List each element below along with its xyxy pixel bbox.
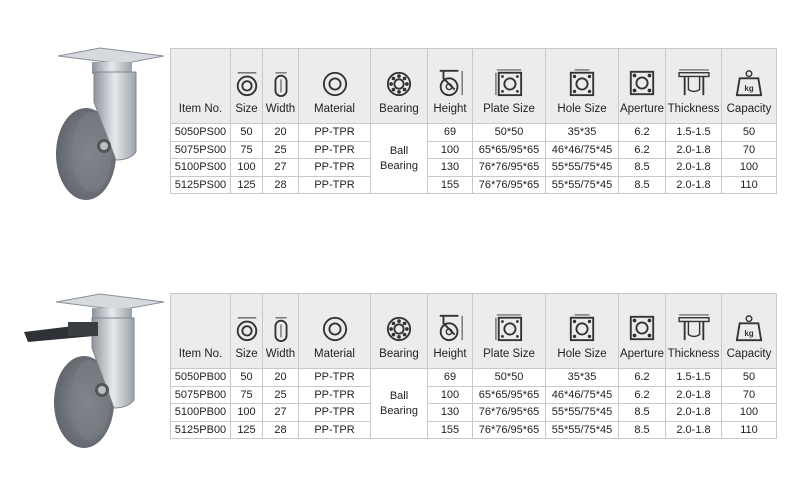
cell-size: 125 [231,176,263,194]
cell-capacity: 110 [722,421,777,439]
cell-width: 20 [263,124,299,142]
cell-thickness: 2.0-1.8 [666,159,722,177]
cell-height: 69 [428,369,473,387]
spec-table-swivel [170,48,777,194]
cell-thickness: 2.0-1.8 [666,176,722,194]
header-size: Size [231,49,263,124]
cell-size: 75 [231,141,263,159]
header-hole-size: Hole Size [546,49,619,124]
cell-plate: 65*65/95*65 [473,386,546,404]
thickness-icon [677,314,711,342]
cell-aperture: 8.5 [619,421,666,439]
table-header-row [171,49,777,124]
aperture-icon [628,314,656,342]
cell-aperture: 6.2 [619,369,666,387]
cell-width: 28 [263,421,299,439]
bearing-icon [386,316,412,342]
header-plate-size: Plate Size [473,294,546,369]
cell-height: 155 [428,421,473,439]
plate-size-icon [495,69,523,97]
svg-text:kg: kg [744,84,754,93]
cell-height: 100 [428,141,473,159]
height-icon [436,314,464,342]
cell-item: 5075PB00 [171,386,231,404]
cell-aperture: 8.5 [619,404,666,422]
capacity-icon [735,314,763,342]
cell-plate: 76*76/95*65 [473,404,546,422]
cell-hole: 35*35 [546,369,619,387]
cell-material: PP-TPR [299,124,371,142]
cell-capacity: 100 [722,159,777,177]
cell-thickness: 2.0-1.8 [666,141,722,159]
cell-hole: 55*55/75*45 [546,176,619,194]
header-bearing: Bearing [371,294,428,369]
header-height: Height [428,294,473,369]
brake-caster-image [20,292,170,452]
cell-bearing: Ball Bearing [371,369,428,439]
cell-hole: 55*55/75*45 [546,404,619,422]
cell-material: PP-TPR [299,369,371,387]
cell-material: PP-TPR [299,141,371,159]
cell-item: 5100PB00 [171,404,231,422]
cell-height: 130 [428,404,473,422]
cell-capacity: 50 [722,124,777,142]
cell-width: 28 [263,176,299,194]
cell-thickness: 2.0-1.8 [666,386,722,404]
cell-aperture: 6.2 [619,124,666,142]
header-height: Height [428,49,473,124]
header-capacity: kg Capacity [722,49,777,124]
cell-plate: 65*65/95*65 [473,141,546,159]
size-icon [234,316,260,342]
cell-material: PP-TPR [299,421,371,439]
cell-capacity: 50 [722,369,777,387]
cell-capacity: 70 [722,386,777,404]
header-width: Width [263,49,299,124]
cell-width: 20 [263,369,299,387]
header-plate-size: Plate Size [473,49,546,124]
svg-text:kg: kg [744,329,754,338]
cell-width: 27 [263,404,299,422]
cell-height: 69 [428,124,473,142]
cell-size: 125 [231,421,263,439]
table-row [171,124,777,142]
cell-capacity: 110 [722,176,777,194]
header-item-no: Item No. [171,49,231,124]
table-row [171,176,777,194]
height-icon [436,69,464,97]
cell-plate: 76*76/95*65 [473,421,546,439]
bearing-icon [386,71,412,97]
cell-thickness: 1.5-1.5 [666,369,722,387]
table-row [171,421,777,439]
capacity-icon [735,69,763,97]
cell-item: 5050PB00 [171,369,231,387]
cell-item: 5100PS00 [171,159,231,177]
spec-table-brake [170,293,777,439]
cell-hole: 55*55/75*45 [546,421,619,439]
cell-material: PP-TPR [299,404,371,422]
cell-width: 27 [263,159,299,177]
header-thickness: Thickness [666,49,722,124]
hole-size-icon [568,314,596,342]
cell-capacity: 70 [722,141,777,159]
cell-capacity: 100 [722,404,777,422]
cell-hole: 35*35 [546,124,619,142]
table-row [171,386,777,404]
width-icon [268,316,294,342]
header-width: Width [263,294,299,369]
header-item-no: Item No. [171,294,231,369]
header-capacity: kg Capacity [722,294,777,369]
cell-item: 5125PS00 [171,176,231,194]
header-material: Material [299,49,371,124]
material-icon [322,316,348,342]
cell-aperture: 6.2 [619,141,666,159]
cell-thickness: 1.5-1.5 [666,124,722,142]
cell-thickness: 2.0-1.8 [666,404,722,422]
thickness-icon [677,69,711,97]
table-row [171,404,777,422]
cell-width: 25 [263,141,299,159]
header-material: Material [299,294,371,369]
cell-item: 5125PB00 [171,421,231,439]
header-aperture: Aperture [619,294,666,369]
table-header-row [171,294,777,369]
table-row [171,369,777,387]
cell-size: 50 [231,124,263,142]
table-row [171,141,777,159]
cell-aperture: 6.2 [619,386,666,404]
header-thickness: Thickness [666,294,722,369]
cell-plate: 50*50 [473,124,546,142]
material-icon [322,71,348,97]
cell-item: 5075PS00 [171,141,231,159]
cell-size: 100 [231,404,263,422]
cell-height: 100 [428,386,473,404]
aperture-icon [628,69,656,97]
cell-bearing: Ball Bearing [371,124,428,194]
cell-size: 50 [231,369,263,387]
header-bearing: Bearing [371,49,428,124]
plate-size-icon [495,314,523,342]
cell-width: 25 [263,386,299,404]
cell-thickness: 2.0-1.8 [666,421,722,439]
cell-hole: 46*46/75*45 [546,386,619,404]
cell-hole: 46*46/75*45 [546,141,619,159]
width-icon [268,71,294,97]
cell-size: 75 [231,386,263,404]
cell-material: PP-TPR [299,176,371,194]
cell-hole: 55*55/75*45 [546,159,619,177]
cell-item: 5050PS00 [171,124,231,142]
cell-material: PP-TPR [299,159,371,177]
hole-size-icon [568,69,596,97]
cell-material: PP-TPR [299,386,371,404]
cell-aperture: 8.5 [619,159,666,177]
cell-plate: 76*76/95*65 [473,176,546,194]
size-icon [234,71,260,97]
header-hole-size: Hole Size [546,294,619,369]
swivel-caster-image [40,42,168,202]
header-size: Size [231,294,263,369]
header-aperture: Aperture [619,49,666,124]
cell-plate: 76*76/95*65 [473,159,546,177]
cell-size: 100 [231,159,263,177]
cell-aperture: 8.5 [619,176,666,194]
table-row [171,159,777,177]
cell-plate: 50*50 [473,369,546,387]
cell-height: 155 [428,176,473,194]
cell-height: 130 [428,159,473,177]
